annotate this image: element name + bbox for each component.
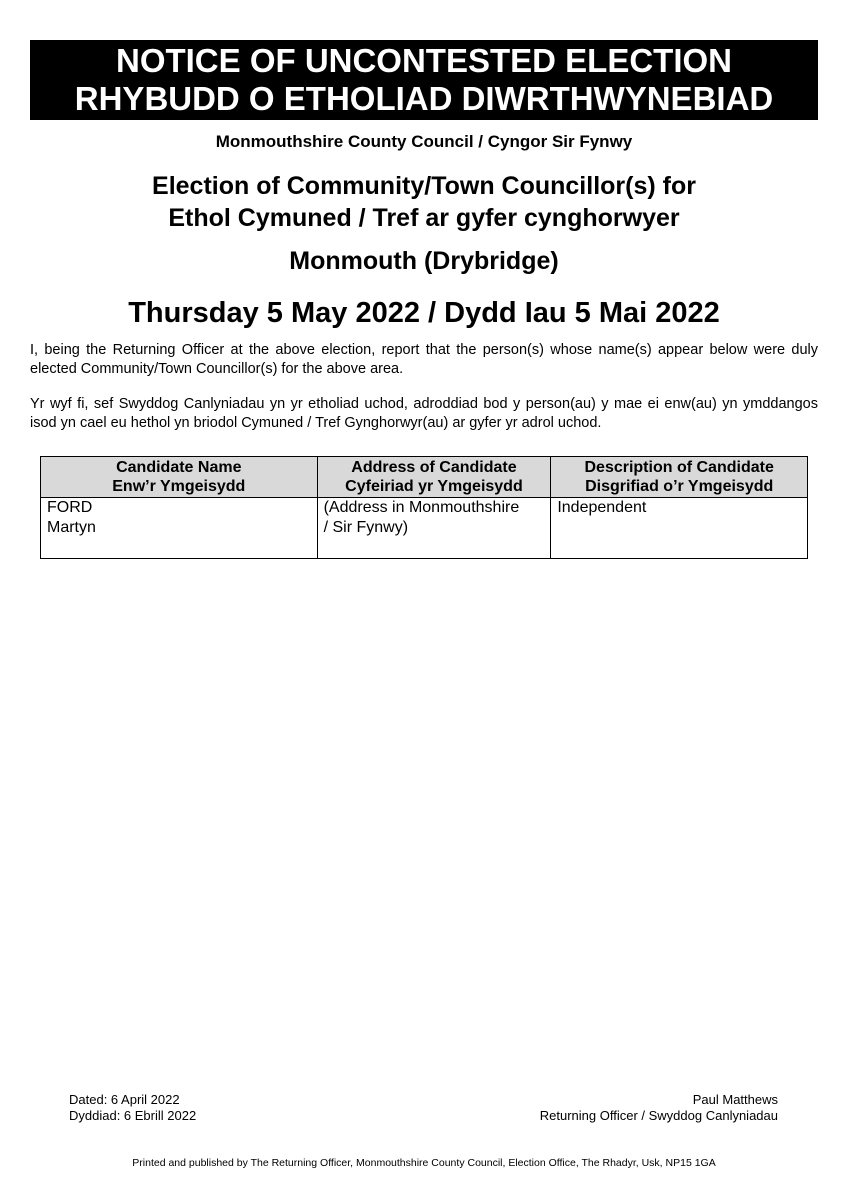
header-candidate-address [317,457,551,498]
header-candidate-name [41,457,318,498]
statement-welsh: Yr wyf fi, sef Swyddog Canlyniadau yn yr etholiad uchod, adroddiad bod y person(au) y mae ei enw(au) yn ymddangos isod yn cael eu hethol yn briodol Cymuned / Tref Gynghorwyr(au) ar gyfer yr adrol uchod. [30,396,818,431]
table-row [41,498,808,559]
header-label-english: Address of Candidate [351,459,517,476]
returning-officer-name: Paul Matthews [692,1092,778,1107]
notice-title-welsh: RHYBUDD O ETHOLIAD DIWRTHWYNEBIAD [74,80,774,117]
returning-officer-title: Returning Officer / Swyddog Canlyniadau [539,1108,778,1123]
dated-english: Dated: 6 April 2022 [69,1092,180,1107]
notice-banner [30,40,818,120]
candidate-forename: Martyn [47,519,96,536]
candidate-address-line2: / Sir Fynwy) [323,519,409,536]
footer-officer [540,1092,778,1124]
header-label-welsh: Cyfeiriad yr Ymgeisydd [345,478,523,495]
candidate-address-cell [317,498,551,559]
statement-english: I, being the Returning Officer at the above election, report that the person(s) whose name(s) appear below were duly elected Community/Town Councillor(s) for the above area. [30,342,818,377]
candidate-surname: FORD [47,499,93,516]
election-date: Thursday 5 May 2022 / Dydd Iau 5 Mai 2022 [128,297,720,329]
header-candidate-description [551,457,808,498]
electoral-area: Monmouth (Drybridge) [289,247,559,275]
election-title-english: Election of Community/Town Councillor(s) for [152,172,696,200]
header-label-welsh: Enw’r Ymgeisydd [112,478,246,495]
header-label-english: Candidate Name [116,459,242,476]
election-title [0,170,848,234]
header-label-welsh: Disgrifiad o’r Ymgeisydd [585,478,774,495]
candidate-name-cell [41,498,318,559]
imprint: Printed and published by The Returning Officer, Monmouthshire County Council, Election Office, The Rhadyr, Usk, NP15 1GA [132,1157,716,1169]
candidate-description: Independent [557,499,647,516]
candidates-table [40,456,808,559]
candidate-description-cell [551,498,808,559]
council-name: Monmouthshire County Council / Cyngor Sir Fynwy [215,132,633,151]
dated-welsh: Dyddiad: 6 Ebrill 2022 [69,1108,197,1123]
election-title-welsh: Ethol Cymuned / Tref ar gyfer cynghorwyer [168,204,680,232]
notice-title-english: NOTICE OF UNCONTESTED ELECTION [115,42,732,79]
header-label-english: Description of Candidate [584,459,774,476]
footer-dates [69,1092,196,1124]
candidate-address-line1: (Address in Monmouthshire [323,499,520,516]
table-header-row [41,457,808,498]
